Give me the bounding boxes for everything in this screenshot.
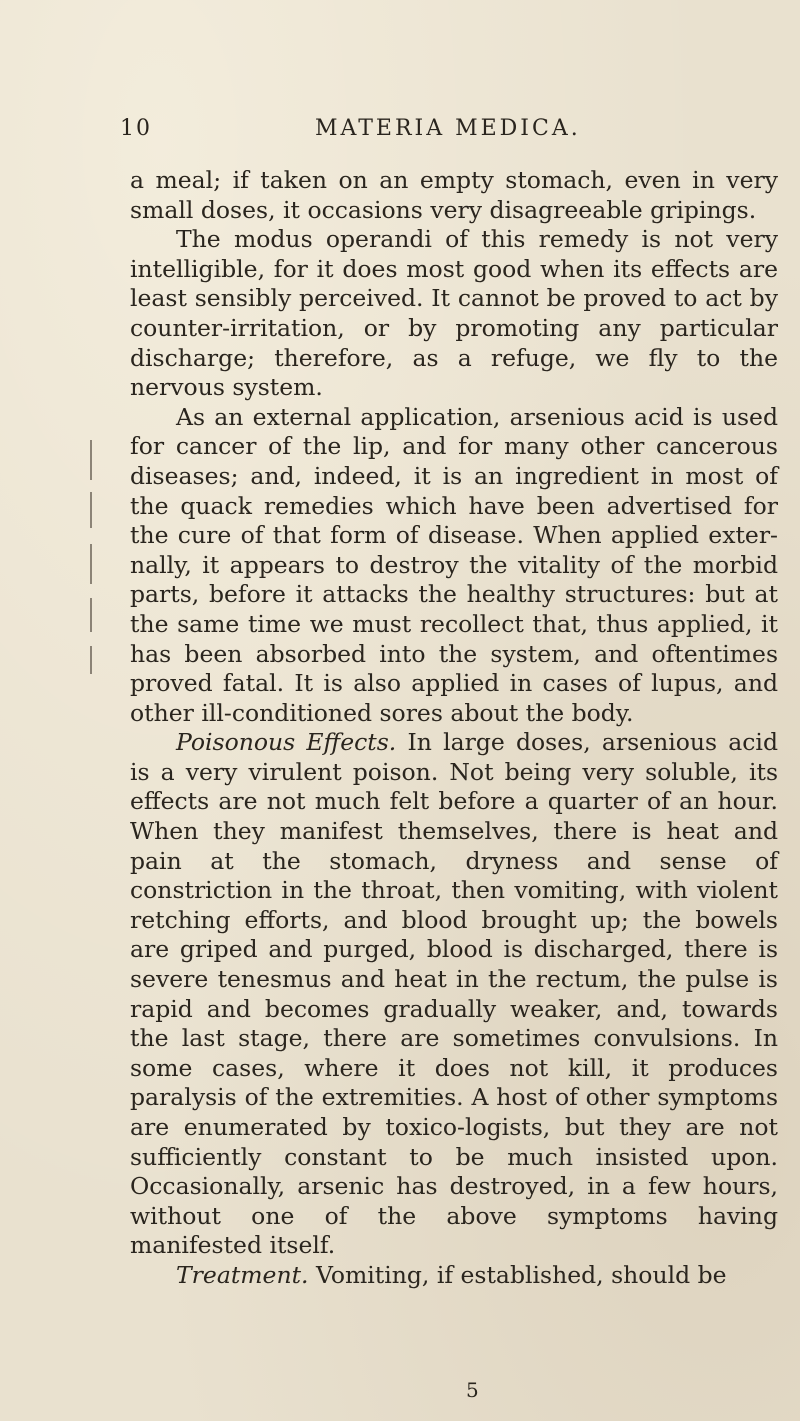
paragraph-3-text: As an external application, arsenious acid is used for cancer of the lip, and for many other cancerous diseases; and, indeed, it is an ingredient in most of the quack remedies which have been advertised for the cure of that form of disease. When applied exter-nally, it appears to destroy the vitality of the morbid parts, before it attacks the healthy structures: but at the same time we must recollect that, thus applied, it has been absorbed into the system, and oftentimes proved fatal. It is also applied in cases of lupus, and other ill-conditioned sores about the body. <box>130 402 778 727</box>
paragraph-4-text: In large doses, arsenious acid is a very virulent poison. Not being very soluble, its effects are not much felt before a quarter of an hour. When they manifest themselves, there is heat and pain at the stomach, dryness and sense of constriction in the throat, then vomiting, with violent retching efforts, and blood brought up; the bowels are griped and purged, blood is discharged, there is severe tenesmus and heat in the rectum, the pulse is rapid and becomes gradually weaker, and, towards the last stage, there are sometimes convulsions. In some cases, where it does not kill, it produces paralysis of the extremities. A host of other symptoms are enumerated by toxico-logists, but they are not sufficiently constant to be much insisted upon. Occasionally, arsenic has destroyed, in a few hours, without one of the above symptoms having manifested itself. <box>130 728 778 1260</box>
paragraph-3 <box>130 403 778 729</box>
body-text <box>130 166 778 1291</box>
paragraph-1-text: a meal; if taken on an empty stomach, even in very small doses, it occasions very disagreeable gripings. <box>130 166 778 224</box>
margin-mark <box>90 440 92 480</box>
paragraph-2-text: The modus operandi of this remedy is not very intelligible, for it does most good when its effects are least sensibly perceived. It cannot be proved to act by counter-irritation, or by promoting any particular discharge; therefore, as a refuge, we fly to the nervous system. <box>130 225 778 402</box>
paragraph-4 <box>130 728 778 1261</box>
running-head: MATERIA MEDICA. <box>315 116 581 141</box>
paragraph-5-heading: Treatment. <box>176 1260 309 1289</box>
paragraph-2 <box>130 225 778 403</box>
paragraph-5-text: Vomiting, if established, should be <box>316 1260 727 1289</box>
signature-mark: 5 <box>466 1378 479 1402</box>
page-header <box>120 116 740 160</box>
paragraph-4-heading: Poisonous Effects. <box>176 728 397 757</box>
paragraph-1 <box>130 166 778 225</box>
margin-pencil-marks <box>60 440 120 700</box>
page-number: 10 <box>120 116 152 141</box>
paragraph-5 <box>130 1261 778 1291</box>
margin-mark <box>90 492 92 528</box>
margin-mark <box>90 598 92 632</box>
margin-mark <box>90 544 92 584</box>
margin-mark <box>90 646 92 674</box>
